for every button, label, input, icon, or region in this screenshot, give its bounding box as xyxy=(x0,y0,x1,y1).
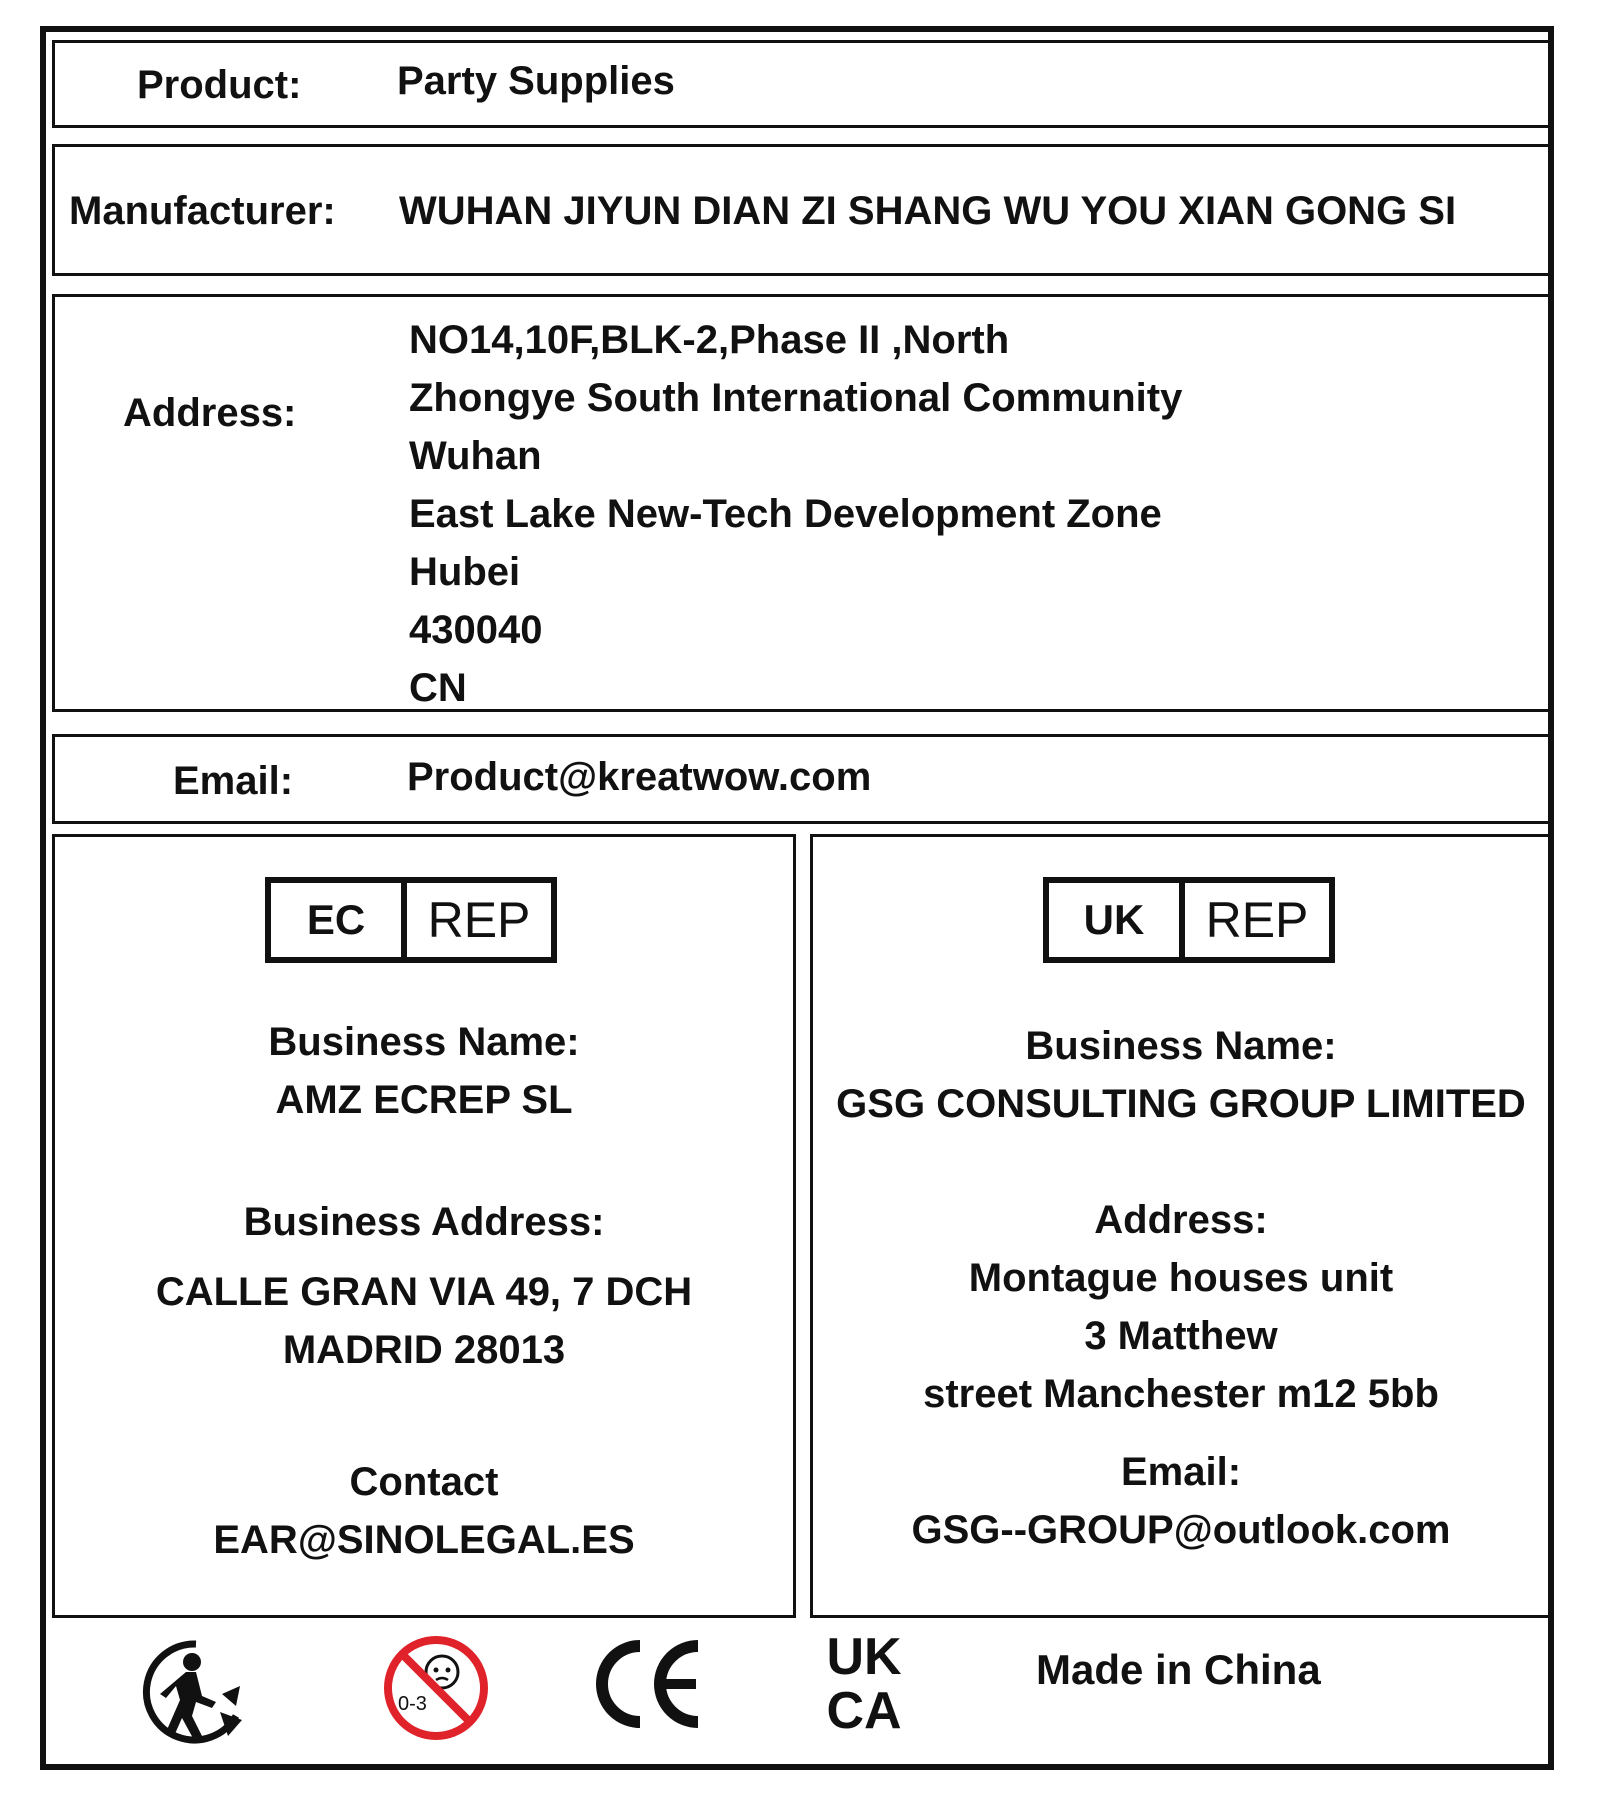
address-line: CN xyxy=(409,666,467,710)
made-in-china: Made in China xyxy=(1036,1646,1321,1693)
address-line: East Lake New-Tech Development Zone xyxy=(409,492,1162,536)
ukca-bottom-text: CA xyxy=(826,1682,902,1732)
ec-business-name: AMZ ECREP SL xyxy=(275,1078,573,1122)
uk-business-name-group xyxy=(813,1017,1549,1133)
ec-address-line: CALLE GRAN VIA 49, 7 DCH xyxy=(155,1270,693,1314)
ukca-top-text: UK xyxy=(826,1628,902,1686)
uk-business-name-label: Business Name: xyxy=(1025,1024,1337,1068)
address-line: Zhongye South International Community xyxy=(409,376,1183,420)
email-label: Email: xyxy=(173,759,294,803)
ec-rep-block xyxy=(52,834,796,1618)
manufacturer-row xyxy=(52,144,1552,276)
tidyman-recycle-icon xyxy=(136,1636,256,1746)
uk-address-label: Address: xyxy=(1094,1198,1268,1242)
age-warning-icon xyxy=(380,1632,492,1744)
uk-address-line: Montague houses unit xyxy=(968,1256,1394,1300)
uk-business-name: GSG CONSULTING GROUP LIMITED xyxy=(836,1082,1526,1126)
product-row xyxy=(52,40,1552,128)
email-value: Product@kreatwow.com xyxy=(407,755,872,799)
ec-rep-badge xyxy=(265,877,557,963)
uk-rep-block xyxy=(810,834,1552,1618)
ce-mark-icon xyxy=(592,1636,708,1732)
address-label: Address: xyxy=(123,391,297,435)
manufacturer-value: WUHAN JIYUN DIAN ZI SHANG WU YOU XIAN GONG SI xyxy=(399,189,1457,233)
email-row xyxy=(52,734,1552,824)
address-line: Wuhan xyxy=(409,434,542,478)
uk-badge-left: UK xyxy=(1049,883,1185,957)
ec-badge-right: REP xyxy=(427,892,531,948)
ec-badge-left: EC xyxy=(271,883,407,957)
uk-email: GSG--GROUP@outlook.com xyxy=(911,1508,1451,1552)
manufacturer-label: Manufacturer: xyxy=(69,189,336,233)
uk-rep-badge xyxy=(1043,877,1335,963)
symbols-row xyxy=(46,1616,1546,1746)
uk-address-line: street Manchester m12 5bb xyxy=(923,1372,1439,1416)
ec-contact: EAR@SINOLEGAL.ES xyxy=(213,1518,635,1562)
address-line: 430040 xyxy=(409,608,543,652)
ukca-mark-icon xyxy=(816,1628,912,1732)
product-value: Party Supplies xyxy=(397,59,675,103)
ec-address-line: MADRID 28013 xyxy=(282,1328,566,1372)
address-line: Hubei xyxy=(409,550,521,594)
uk-email-group xyxy=(813,1443,1549,1559)
product-label: Product: xyxy=(137,63,302,107)
address-row xyxy=(52,294,1552,712)
address-lines xyxy=(409,311,1182,717)
uk-address-group xyxy=(813,1191,1549,1423)
ec-contact-group xyxy=(55,1453,793,1569)
uk-badge-right: REP xyxy=(1205,892,1309,948)
address-line: NO14,10F,BLK-2,Phase II ,North xyxy=(409,318,1010,362)
ec-business-name-label: Business Name: xyxy=(268,1020,580,1064)
uk-email-label: Email: xyxy=(1120,1450,1242,1494)
ec-business-name-group xyxy=(55,1013,793,1129)
ec-business-address-label: Business Address: xyxy=(243,1200,605,1244)
ec-business-address xyxy=(55,1263,793,1379)
age-warning-text: 0-3 xyxy=(398,1693,427,1715)
uk-address-line: 3 Matthew xyxy=(1084,1314,1278,1358)
ec-contact-label: Contact xyxy=(349,1460,499,1504)
